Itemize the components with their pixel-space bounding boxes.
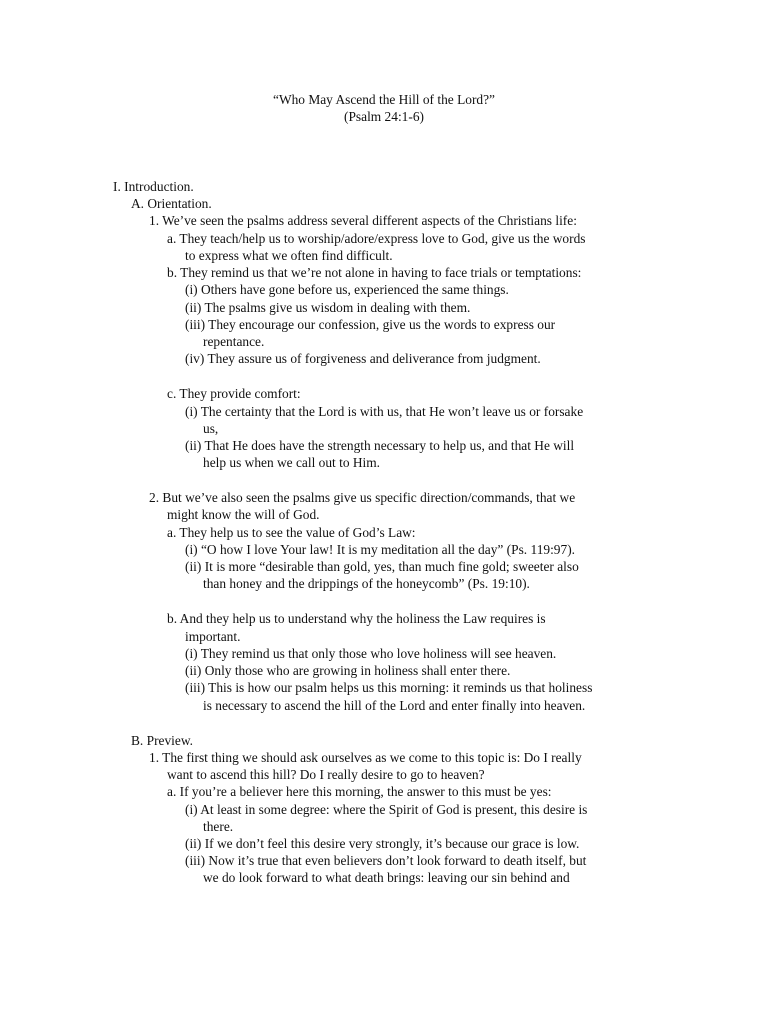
outline-line: (iii) Now it’s true that even believers don’t look forward to death itself, but: [185, 853, 587, 868]
outline-line: want to ascend this hill? Do I really desire to go to heaven?: [167, 767, 485, 782]
outline-line: c. They provide comfort:: [167, 386, 301, 401]
outline-line: a. If you’re a believer here this morning, the answer to this must be yes:: [167, 784, 552, 799]
outline-line: to express what we often find difficult.: [185, 248, 393, 263]
outline-line: (ii) Only those who are growing in holiness shall enter there.: [185, 663, 511, 678]
outline-line: help us when we call out to Him.: [203, 455, 381, 470]
title-line: “Who May Ascend the Hill of the Lord?”: [273, 92, 495, 107]
outline-line: than honey and the drippings of the honeycomb” (Ps. 19:10).: [203, 576, 530, 591]
outline-line: b. They remind us that we’re not alone in having to face trials or temptations:: [167, 265, 582, 280]
outline-line: (i) “O how I love Your law! It is my meditation all the day” (Ps. 119:97).: [185, 542, 576, 557]
outline-line: us,: [203, 421, 219, 436]
outline-line: (iii) They encourage our confession, give us the words to express our: [185, 317, 556, 332]
outline-line: (ii) The psalms give us wisdom in dealing with them.: [185, 300, 471, 315]
outline-line: is necessary to ascend the hill of the Lord and enter finally into heaven.: [203, 698, 586, 713]
outline-line: (ii) That He does have the strength necessary to help us, and that He will: [185, 438, 575, 453]
outline-line: (ii) If we don’t feel this desire very strongly, it’s because our grace is low.: [185, 836, 580, 851]
outline-line: there.: [203, 819, 234, 834]
scripture-reference: (Psalm 24:1-6): [344, 109, 424, 124]
sermon-title: [0, 91, 768, 125]
outline-heading-introduction: I. Introduction.: [113, 179, 194, 194]
outline-line: (i) The certainty that the Lord is with us, that He won’t leave us or forsake: [185, 404, 584, 419]
outline-line: repentance.: [203, 334, 265, 349]
outline-line: 2. But we’ve also seen the psalms give us specific direction/commands, that we: [149, 490, 576, 505]
outline-heading-orientation: A. Orientation.: [131, 196, 212, 211]
outline-line: we do look forward to what death brings: leaving our sin behind and: [203, 870, 570, 885]
outline-line: (iv) They assure us of forgiveness and deliverance from judgment.: [185, 351, 541, 366]
outline-line: (iii) This is how our psalm helps us this morning: it reminds us that holiness: [185, 680, 593, 695]
outline-line: (i) They remind us that only those who love holiness will see heaven.: [185, 646, 557, 661]
outline-line: might know the will of God.: [167, 507, 320, 522]
outline-line: (i) At least in some degree: where the Spirit of God is present, this desire is: [185, 802, 588, 817]
outline-heading-preview: B. Preview.: [131, 733, 193, 748]
outline-line: b. And they help us to understand why the holiness the Law requires is: [167, 611, 546, 626]
outline-line: a. They help us to see the value of God’s Law:: [167, 525, 416, 540]
outline-line: important.: [185, 629, 241, 644]
outline-line: 1. The first thing we should ask ourselves as we come to this topic is: Do I really: [149, 750, 582, 765]
outline-line: (ii) It is more “desirable than gold, yes, than much fine gold; sweeter also: [185, 559, 579, 574]
outline-line: (i) Others have gone before us, experienced the same things.: [185, 282, 509, 297]
outline-line: a. They teach/help us to worship/adore/express love to God, give us the words: [167, 231, 586, 246]
outline-line: 1. We’ve seen the psalms address several different aspects of the Christians life:: [149, 213, 577, 228]
